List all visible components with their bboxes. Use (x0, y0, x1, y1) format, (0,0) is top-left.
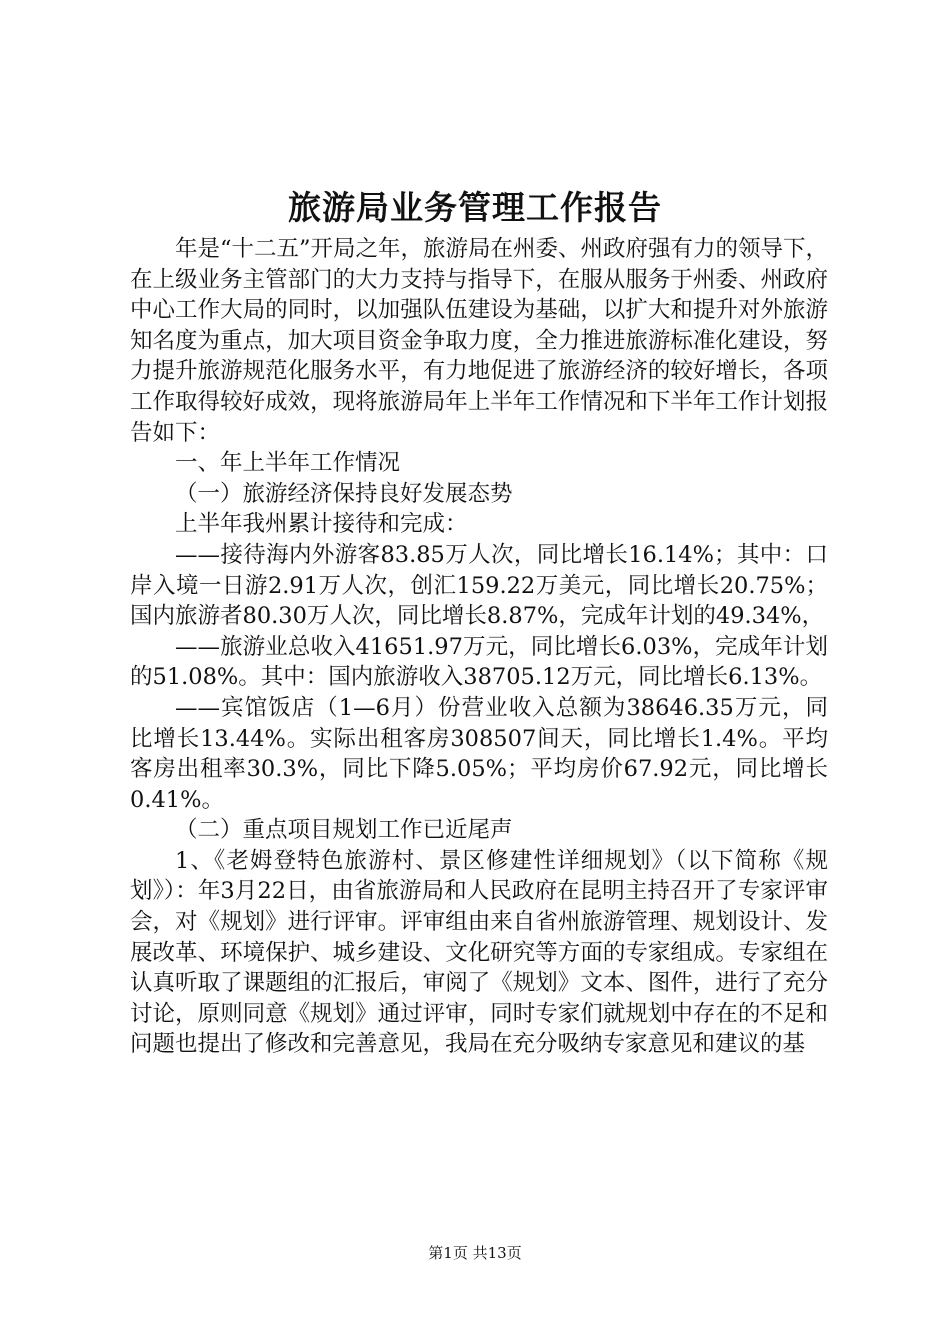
heading-subsection-2: （二）重点项目规划工作已近尾声 (175, 817, 513, 844)
heading-section-1: 一、年上半年工作情况 (175, 450, 401, 477)
paragraph-hotels: ——宾馆饭店（1—6月）份营业收入总额为38646.35万元，同比增长13.44%。实际出租客房308507间天，同比增长1.4%。平均客房出租率30.3%，同比下降5.05%；平均房价67.92元，同比增长0.41%。 (130, 694, 828, 813)
paragraph-intro: 年是“十二五”开局之年，旅游局在州委、州政府强有力的领导下，在上级业务主管部门的大力支持与指导下，在服从服务于州委、州政府中心工作大局的同时，以加强队伍建设为基础，以扩大和提升对外旅游知名度为重点，加大项目资金争取力度，全力推进旅游标准化建设，努力提升旅游规范化服务水平，有力地促进了旅游经济的较好增长，各项工作取得较好成效，现将旅游局年上半年工作情况和下半年工作计划报告如下： (130, 236, 829, 446)
document-body (130, 234, 828, 1060)
heading-subsection-1: （一）旅游经济保持良好发展态势 (175, 480, 513, 507)
document-title: 旅游局业务管理工作报告 (288, 188, 662, 227)
paragraph-visitors: ——接待海内外游客83.85万人次，同比增长16.14%；其中：口岸入境一日游2.91万人次，创汇159.22万美元，同比增长20.75%；国内旅游者80.30万人次，同比增长8.87%，完成年计划的49.34%， (130, 541, 828, 630)
paragraph-summary-lead: 上半年我州累计接待和完成： (175, 511, 468, 538)
page-number-footer: 第1页 共13页 (428, 1244, 522, 1262)
paragraph-revenue: ——旅游业总收入41651.97万元，同比增长6.03%，完成年计划的51.08%。其中：国内旅游收入38705.12万元，同比增长6.13%。 (130, 633, 828, 691)
paragraph-planning: 1、《老姆登特色旅游村、景区修建性详细规划》（以下简称《规划》）：年3月22日，由省旅游局和人民政府在昆明主持召开了专家评审会，对《规划》进行评审。评审组由来自省州旅游管理、规划设计、发展改革、环境保护、城乡建设、文化研究等方面的专家组成。专家组在认真听取了课题组的汇报后，审阅了《规划》文本、图件，进行了充分讨论，原则同意《规划》通过评审，同时专家们就规划中存在的不足和问题也提出了修改和完善意见，我局在充分吸纳专家意见和建议的基 (130, 847, 828, 1058)
